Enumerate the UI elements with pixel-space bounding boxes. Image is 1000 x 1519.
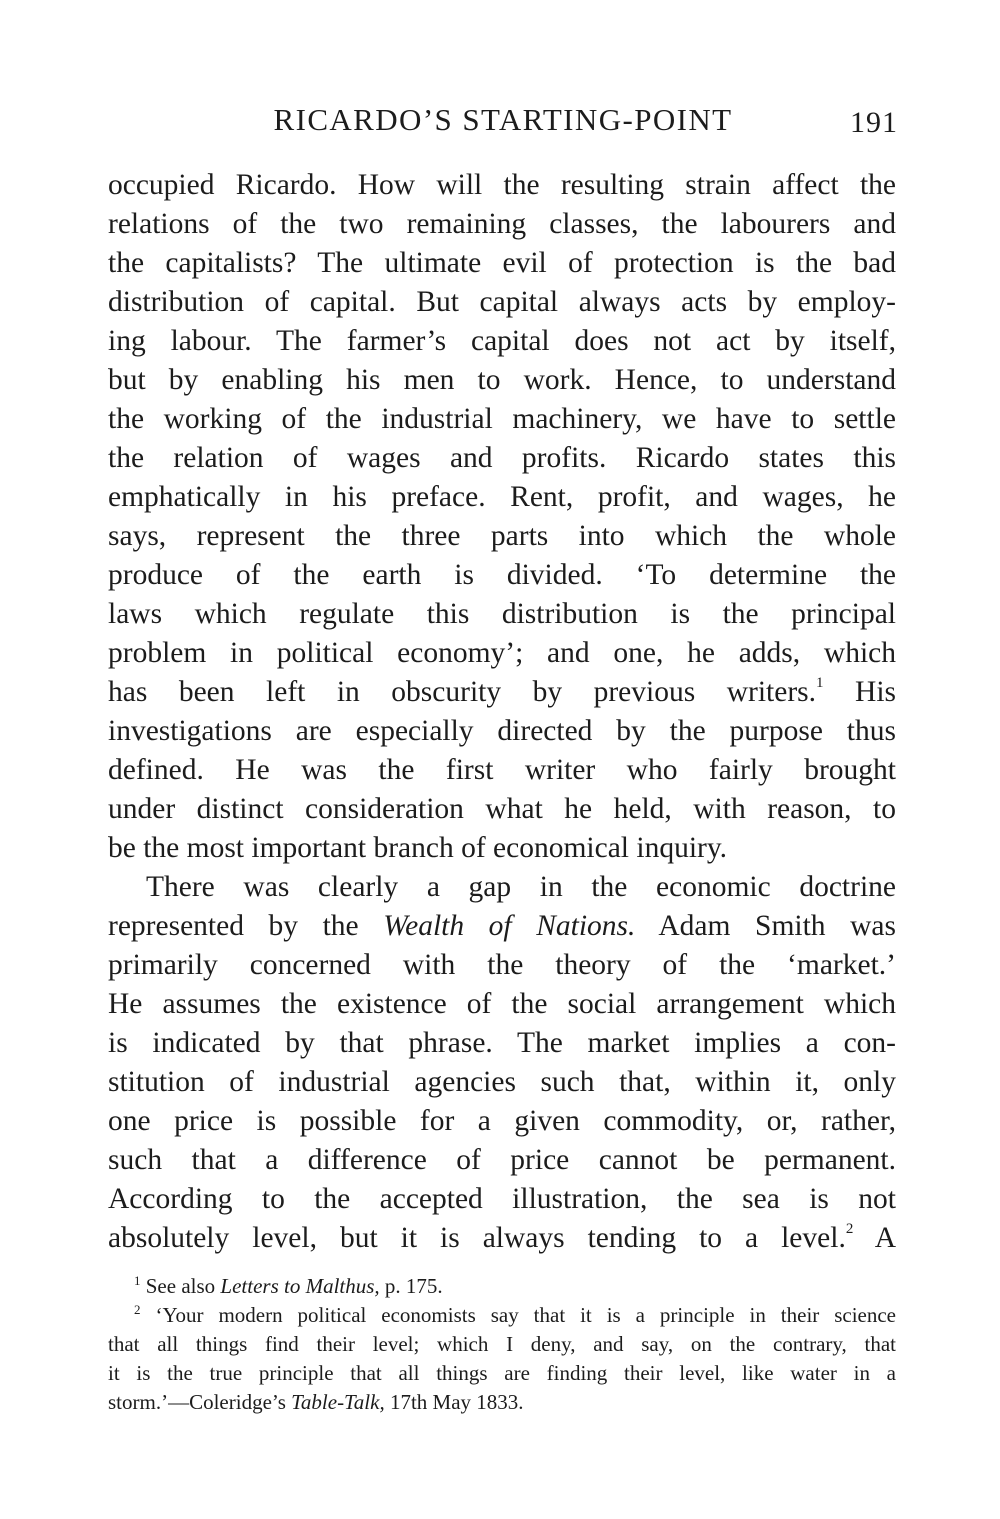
text-line: problem in political economy’; and one, he adds, which: [108, 637, 896, 669]
text-segment: has been left in obscurity by previous writers.: [108, 676, 816, 708]
text-segment: See also: [145, 1274, 216, 1298]
text-line: but by enabling his men to work. Hence, to understand: [108, 364, 896, 396]
body-text: [108, 166, 896, 1258]
footnote-2-line: that all things find their level; which I deny, and say, on the contrary, that: [108, 1332, 896, 1356]
text-segment: absolutely level, but it is always tending to a level.: [108, 1222, 846, 1254]
text-segment: Adam Smith was: [658, 910, 896, 942]
footnote-ref-2[interactable]: 2: [845, 1221, 854, 1237]
text-line: He assumes the existence of the social arrangement which: [108, 988, 896, 1020]
text-segment: A: [874, 1222, 897, 1254]
text-line: one price is possible for a given commodity, or, rather,: [108, 1105, 896, 1137]
text-line: relations of the two remaining classes, the labourers and: [108, 208, 896, 240]
text-line: under distinct consideration what he held, with reason, to: [108, 793, 896, 825]
book-title: Letters to Malthus,: [220, 1274, 380, 1298]
text-segment: His: [855, 676, 896, 708]
text-line: [108, 907, 896, 946]
text-line: [108, 1219, 896, 1258]
footnote-2-line: [108, 1301, 896, 1330]
text-line: produce of the earth is divided. ‘To determine the: [108, 559, 896, 591]
footnote-ref-1[interactable]: 1: [816, 675, 824, 691]
text-segment: ‘Your modern political economists say that it is a principle in their science: [155, 1303, 897, 1327]
text-line: is indicated by that phrase. The market implies a con-: [108, 1027, 896, 1059]
text-line: the working of the industrial machinery, we have to settle: [108, 403, 896, 435]
book-title: Table-Talk,: [291, 1390, 385, 1414]
text-segment: p. 175.: [384, 1274, 443, 1298]
footnote-2-line: it is the true principle that all things are finding their level, like water in a: [108, 1361, 896, 1385]
text-line: emphatically in his preface. Rent, profit, and wages, he: [108, 481, 896, 513]
text-line: be the most important branch of economical inquiry.: [108, 832, 728, 864]
paragraph-first-line: There was clearly a gap in the economic doctrine: [146, 871, 896, 903]
text-line: occupied Ricardo. How will the resulting strain affect the: [108, 169, 896, 201]
text-line: investigations are especially directed by the purpose thus: [108, 715, 896, 747]
text-segment: represented by the: [108, 910, 359, 942]
book-title: Wealth of Nations.: [383, 910, 636, 942]
text-segment: 17th May 1833.: [389, 1390, 524, 1414]
footnote-2-line: [108, 1388, 896, 1417]
text-line: distribution of capital. But capital always acts by employ-: [108, 286, 896, 318]
text-line: laws which regulate this distribution is the principal: [108, 598, 896, 630]
text-line: According to the accepted illustration, the sea is not: [108, 1183, 896, 1215]
text-segment: storm.’—Coleridge’s: [108, 1390, 286, 1414]
text-line: primarily concerned with the theory of the ‘market.’: [108, 949, 896, 981]
footnote-mark: 2: [134, 1302, 141, 1317]
text-line: stitution of industrial agencies such that, within it, only: [108, 1066, 896, 1098]
text-line: such that a difference of price cannot be permanent.: [108, 1144, 896, 1176]
text-line: ing labour. The farmer’s capital does not act by itself,: [108, 325, 896, 357]
text-line: defined. He was the first writer who fairly brought: [108, 754, 896, 786]
footnotes: [108, 1272, 896, 1417]
text-line: says, represent the three parts into which the whole: [108, 520, 896, 552]
text-line: the relation of wages and profits. Ricardo states this: [108, 442, 896, 474]
footnote-1: [108, 1272, 896, 1301]
page-number: 191: [850, 106, 898, 139]
text-line: the capitalists? The ultimate evil of protection is the bad: [108, 247, 896, 279]
running-head: RICARDO’S STARTING-POINT: [273, 102, 733, 137]
footnote-mark: 1: [134, 1273, 141, 1288]
page-header: [108, 100, 898, 144]
text-line: [108, 673, 896, 712]
